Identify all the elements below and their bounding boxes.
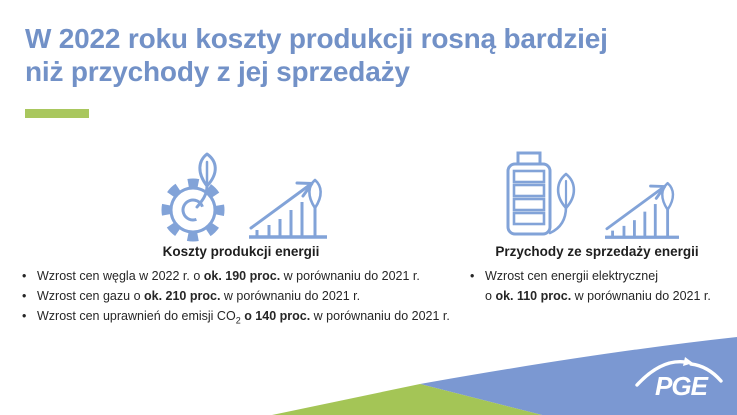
title-line-2: niż przychody z jej sprzedaży	[25, 56, 410, 87]
revenue-bullets	[468, 266, 726, 306]
costs-icons	[20, 148, 462, 242]
costs-section	[20, 148, 462, 331]
growth-chart-icon	[588, 168, 696, 242]
list-item: • Wzrost cen węgla w 2022 r. o ok. 190 proc. w porównaniu do 2021 r.	[20, 266, 462, 286]
logo-text: PGE	[655, 371, 707, 401]
accent-bar	[25, 109, 89, 118]
page-title	[25, 22, 685, 88]
revenue-icons	[468, 148, 726, 242]
title-line-1: W 2022 roku koszty produkcji rosną bardziej	[25, 23, 608, 54]
pge-logo	[633, 353, 725, 401]
list-item: • Wzrost cen uprawnień do emisji $CO_2$ o 140 proc. w porównaniu do 2021 r.	[20, 306, 462, 331]
revenue-section	[468, 148, 726, 306]
bottom-waves	[0, 320, 737, 415]
costs-heading: Koszty produkcji energii	[162, 244, 320, 259]
growth-chart-icon	[247, 164, 329, 242]
revenue-heading: Przychody ze sprzedaży energii	[495, 244, 699, 259]
gear-leaf-icon	[153, 150, 241, 242]
list-item: • Wzrost cen energii elektrycznej o ok. 110 proc. w porównaniu do 2021 r.	[468, 266, 726, 306]
list-item: • Wzrost cen gazu o ok. 210 proc. w porównaniu do 2021 r.	[20, 286, 462, 306]
battery-leaf-icon	[498, 150, 582, 242]
